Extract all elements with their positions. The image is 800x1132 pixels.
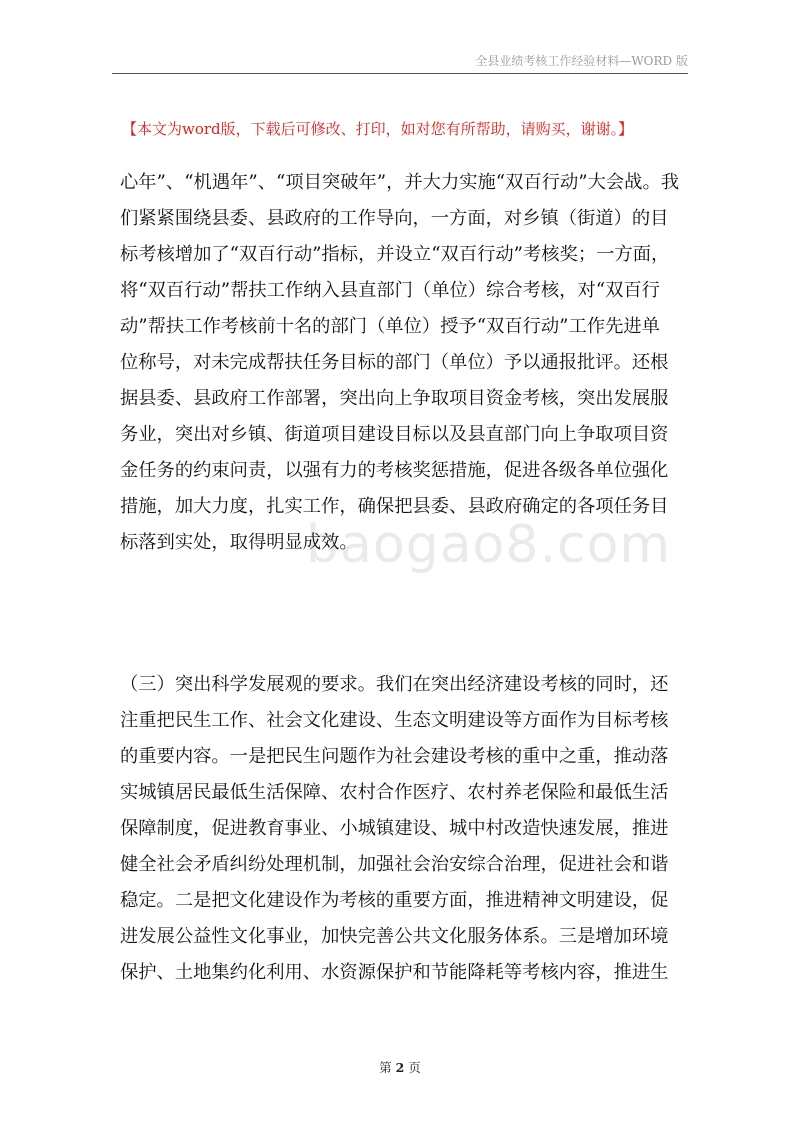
body-paragraph-1	[120, 165, 686, 561]
download-notice: 【本文为word版，下载后可修改、打印，如对您有所帮助，请购买，谢谢。】	[122, 120, 634, 138]
text-line: 进发展公益性文化事业，加快完善公共文化服务体系。三是增加环境	[120, 926, 669, 947]
text-line: 金任务的约束问责，以强有力的考核奖惩措施，促进各级各单位强化	[120, 460, 669, 481]
header-divider	[112, 73, 688, 74]
page-footer	[0, 1058, 800, 1076]
text-line: 标考核增加了“双百行动”指标，并设立“双百行动”考核奖；一方面，	[120, 244, 670, 265]
page-prefix: 第	[379, 1060, 392, 1075]
document-header-title: 全县业绩考核工作经验材料—WORD 版	[475, 54, 688, 68]
text-line: （三）突出科学发展观的要求。我们在突出经济建设考核的同时，还	[120, 674, 669, 695]
text-line: 的重要内容。一是把民生问题作为社会建设考核的重中之重，推动落	[120, 746, 669, 767]
text-line: 稳定。二是把文化建设作为考核的重要方面，推进精神文明建设，促	[120, 890, 669, 911]
text-line: 心年”、“机遇年”、“项目突破年”，并大力实施“双百行动”大会战。我	[120, 172, 680, 193]
body-paragraph-2	[120, 667, 686, 991]
watermark: baogao8.com	[306, 515, 672, 575]
text-line: 健全社会矛盾纠纷处理机制，加强社会治安综合治理，促进社会和谐	[120, 854, 669, 875]
page-number: 2	[395, 1060, 405, 1075]
text-line: 将“双百行动”帮扶工作纳入县直部门（单位）综合考核，对“双百行	[120, 280, 660, 301]
text-line: 动”帮扶工作考核前十名的部门（单位）授予“双百行动”工作先进单	[120, 316, 660, 337]
text-line: 据县委、县政府工作部署，突出向上争取项目资金考核，突出发展服	[120, 388, 669, 409]
text-line: 注重把民生工作、社会文化建设、生态文明建设等方面作为目标考核	[120, 710, 669, 731]
text-line: 标落到实处，取得明显成效。	[120, 532, 358, 553]
text-line: 位称号，对未完成帮扶任务目标的部门（单位）予以通报批评。还根	[120, 352, 669, 373]
page-suffix: 页	[408, 1060, 421, 1075]
text-line: 们紧紧围绕县委、县政府的工作导向，一方面，对乡镇（街道）的目	[120, 208, 669, 229]
text-line: 实城镇居民最低生活保障、农村合作医疗、农村养老保险和最低生活	[120, 782, 669, 803]
text-line: 务业，突出对乡镇、街道项目建设目标以及县直部门向上争取项目资	[120, 424, 669, 445]
text-line: 保护、土地集约化利用、水资源保护和节能降耗等考核内容，推进生	[120, 962, 669, 983]
text-line: 措施，加大力度，扎实工作，确保把县委、县政府确定的各项任务目	[120, 496, 669, 517]
text-line: 保障制度，促进教育事业、小城镇建设、城中村改造快速发展，推进	[120, 818, 669, 839]
